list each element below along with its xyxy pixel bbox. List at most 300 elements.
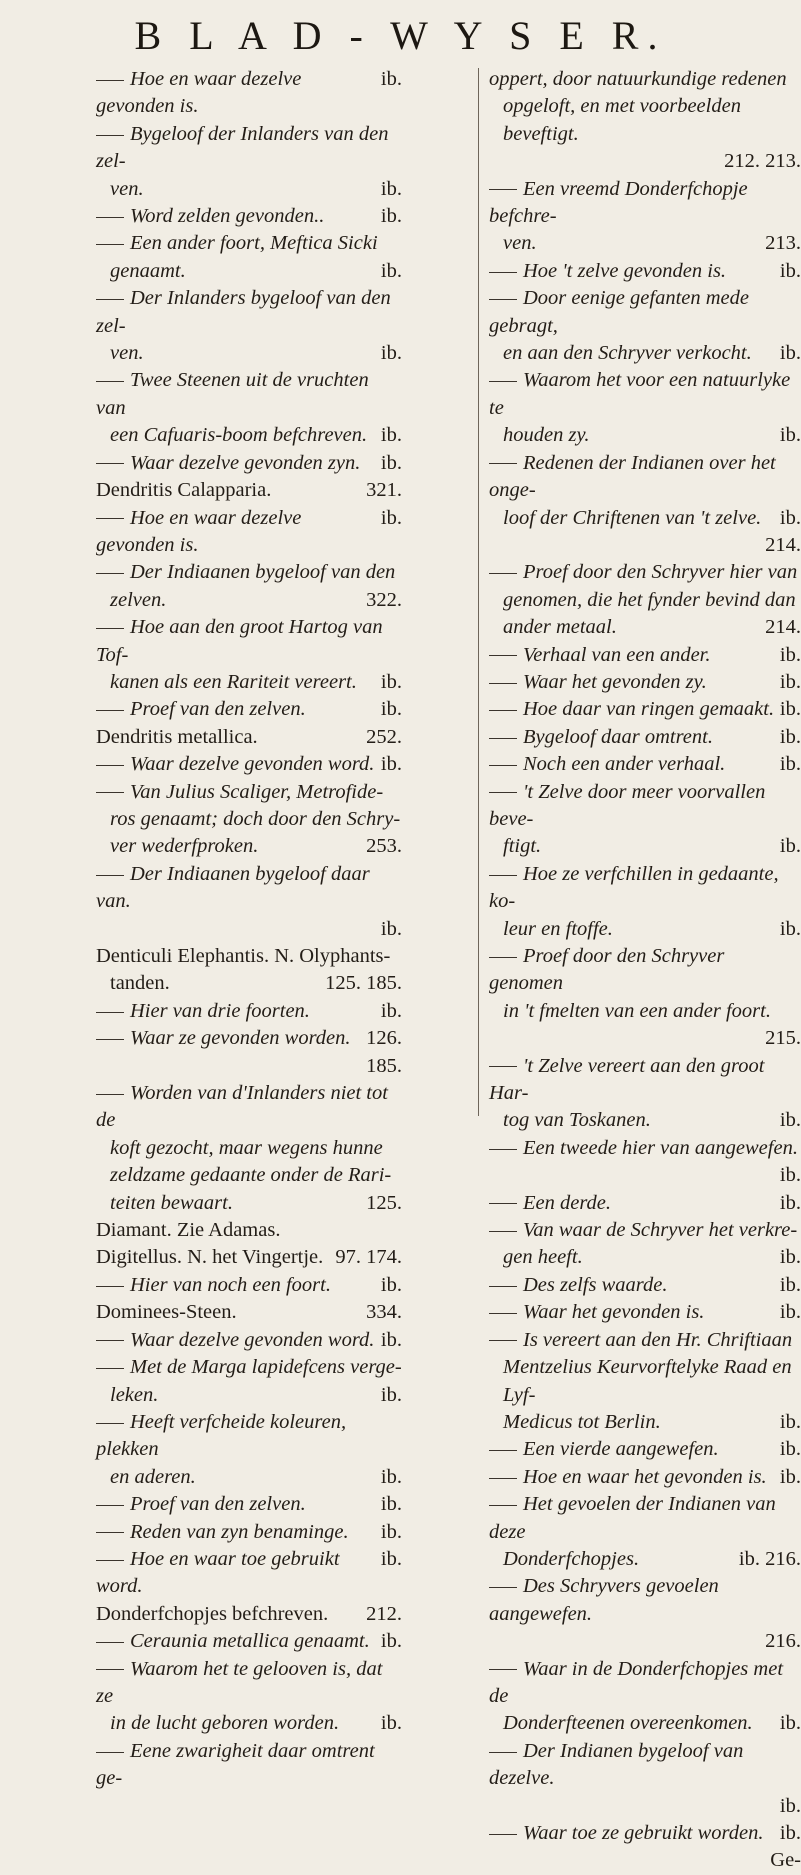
- entry-line: [96, 1519, 402, 1546]
- left-index-entry: [96, 1025, 402, 1080]
- entry-text: Waar het gevonden zy.: [523, 670, 707, 693]
- entry-text: leken.: [110, 1383, 159, 1406]
- left-index-entry: [96, 450, 402, 477]
- entry-text: een Cafuaris-boom befchreven.: [110, 424, 368, 447]
- page-reference: ib. 216.: [738, 1547, 801, 1570]
- entry-line: [489, 1299, 801, 1326]
- entry-line: [96, 587, 402, 614]
- right-index-entry: [489, 1135, 801, 1190]
- page-reference: ib.: [779, 424, 801, 447]
- page-reference: ib.: [779, 1109, 801, 1132]
- page-reference: ib.: [380, 753, 402, 776]
- entry-line: [489, 230, 801, 257]
- right-index-entry: [489, 1491, 801, 1573]
- right-index-entry: [489, 258, 801, 285]
- entry-line: [489, 1244, 801, 1271]
- dash-mark: [96, 1423, 124, 1424]
- entry-line: [489, 1135, 801, 1162]
- right-index-entry: [489, 285, 801, 367]
- page-reference: ib.: [380, 1493, 402, 1516]
- entry-text: Noch een ander verhaal.: [523, 753, 726, 776]
- dash-mark: [96, 1012, 124, 1013]
- dash-mark: [96, 1286, 124, 1287]
- page-reference: 321.: [366, 479, 402, 502]
- entry-text: gen heeft.: [503, 1246, 583, 1269]
- entry-line: [96, 121, 402, 176]
- entry-line: [489, 943, 801, 998]
- page-reference: ib.: [779, 1822, 801, 1844]
- right-index-entry: [489, 1053, 801, 1135]
- entry-line: [96, 559, 402, 586]
- dash-mark: [96, 628, 124, 629]
- right-index-entry: [489, 696, 801, 723]
- dash-mark: [489, 1203, 517, 1204]
- entry-line: [489, 450, 801, 505]
- entry-line: [489, 258, 801, 285]
- entry-line: [96, 998, 402, 1025]
- left-index-entry: [96, 1491, 402, 1518]
- entry-line: [489, 998, 801, 1025]
- entry-line: [489, 1573, 801, 1628]
- dash-mark: [489, 957, 517, 958]
- entry-line: [96, 1738, 402, 1793]
- entry-line: [96, 669, 402, 696]
- entry-line: [489, 1820, 801, 1847]
- page-reference: ib.: [779, 643, 801, 666]
- entry-line: [96, 861, 402, 916]
- entry-line: [96, 1491, 402, 1518]
- dash-mark: [96, 135, 124, 136]
- entry-line: [489, 642, 801, 669]
- entry-line: [489, 696, 801, 723]
- page-reference: 212.: [366, 1602, 402, 1625]
- entry-line: [96, 1025, 402, 1052]
- left-index-entry: [96, 1327, 402, 1354]
- dash-mark: [96, 1094, 124, 1095]
- entry-line: [96, 779, 402, 806]
- entry-text: ros genaamt; doch door den Schry-: [110, 807, 401, 830]
- entry-text: Een vreemd Donderfchopje befchre-: [489, 177, 748, 228]
- right-index-entry: [489, 367, 801, 449]
- page-reference: ib.: [779, 1465, 801, 1488]
- page-reference: 252.: [366, 725, 402, 748]
- entry-line: [489, 505, 801, 532]
- entry-line: [489, 669, 801, 696]
- dash-mark: [489, 738, 517, 739]
- page-reference: ib.: [380, 1712, 402, 1735]
- dash-mark: [489, 1505, 517, 1506]
- entry-line: [489, 916, 801, 943]
- running-header: B L A D - W Y S E R.: [134, 13, 667, 58]
- entry-line: [96, 1601, 402, 1628]
- dash-mark: [96, 1669, 124, 1670]
- entry-text: Twee Steenen uit de vruchten van: [96, 369, 369, 419]
- dash-mark: [489, 381, 517, 382]
- entry-text: teiten bewaart.: [110, 1191, 233, 1214]
- dash-mark: [489, 1340, 517, 1341]
- dash-mark: [489, 189, 517, 190]
- dash-mark: [96, 1560, 124, 1561]
- entry-text: Bygeloof der Inlanders van den zel-: [96, 122, 389, 173]
- entry-text: Van waar de Schryver het verkre-: [523, 1219, 798, 1242]
- entry-line: [96, 1217, 402, 1244]
- dash-mark: [96, 1039, 124, 1040]
- entry-line: [489, 66, 801, 93]
- entry-text: Donderfchopjes befchreven.: [96, 1602, 329, 1625]
- entry-text: Met de Marga lapidefcens verge-: [130, 1356, 402, 1379]
- page-reference: ib.: [380, 68, 402, 90]
- left-index-entry: [96, 998, 402, 1025]
- dash-mark: [489, 655, 517, 656]
- left-index-entry: [96, 1272, 402, 1299]
- entry-line: [96, 450, 402, 477]
- right-index-entry: [489, 1573, 801, 1655]
- left-index-entry: [96, 477, 402, 504]
- entry-text: ven.: [110, 177, 144, 200]
- page-reference: 322.: [366, 588, 402, 611]
- entry-text: Donderfchopjes.: [503, 1547, 640, 1570]
- entry-line: [96, 1162, 402, 1189]
- entry-text: ver wederfproken.: [110, 835, 259, 858]
- entry-line: [96, 833, 402, 860]
- dash-mark: [96, 1642, 124, 1643]
- page-reference: 216.: [765, 1630, 801, 1653]
- left-index-entry: [96, 1354, 402, 1409]
- entry-line: [96, 724, 402, 751]
- left-index-entry: [96, 614, 402, 696]
- entry-line: [96, 1382, 402, 1409]
- entry-text: Waarom het te gelooven is, dat ze: [96, 1657, 383, 1707]
- dash-mark: [96, 765, 124, 766]
- entry-line: [489, 176, 801, 231]
- page-reference: ib.: [380, 451, 402, 474]
- dash-mark: [489, 1286, 517, 1287]
- page-reference: 126.: [366, 1027, 402, 1050]
- entry-text: Word zelden gevonden..: [130, 205, 325, 228]
- entry-line: [489, 93, 801, 148]
- page-reference: ib.: [380, 1465, 402, 1488]
- entry-text: Proef door den Schryver genomen: [489, 945, 725, 995]
- dash-mark: [489, 1149, 517, 1150]
- dash-mark: [489, 1313, 517, 1314]
- entry-text: Het gevoelen der Indianen van deze: [489, 1493, 776, 1543]
- left-column: [96, 66, 402, 1793]
- page-reference: ib.: [380, 1547, 402, 1570]
- entry-text: Waar toe ze gebruikt worden.: [523, 1822, 764, 1844]
- page-reference: ib.: [380, 670, 402, 693]
- entry-text: Is vereert aan den Hr. Chriftiaan: [523, 1328, 793, 1351]
- page-reference: 213.: [765, 232, 801, 255]
- right-index-entry: [489, 176, 801, 258]
- entry-text: Hoe daar van ringen gemaakt.: [523, 698, 775, 721]
- left-index-entry: [96, 943, 402, 998]
- page-reference: ib.: [380, 698, 402, 721]
- entry-line: [96, 1190, 402, 1217]
- entry-line: [96, 340, 402, 367]
- entry-text: Donderfteenen overeenkomen.: [503, 1712, 753, 1735]
- entry-line: [96, 203, 402, 230]
- entry-line: [489, 559, 801, 586]
- page-reference: ib.: [380, 999, 402, 1022]
- left-index-entry: [96, 1299, 402, 1326]
- entry-text: Proef van den zelven.: [130, 698, 306, 721]
- entry-text: Des Schryvers gevoelen aangewefen.: [489, 1575, 719, 1625]
- entry-line: [96, 176, 402, 203]
- entry-text: houden zy.: [503, 424, 590, 447]
- entry-line: [489, 833, 801, 860]
- entry-line: [96, 1244, 402, 1271]
- right-index-entry: [489, 779, 801, 861]
- entry-line: [96, 367, 402, 422]
- right-index-entry: [489, 450, 801, 560]
- page-reference: ib.: [779, 1794, 801, 1817]
- entry-line: [96, 1272, 402, 1299]
- entry-text: ven.: [503, 232, 537, 255]
- left-index-entry: [96, 230, 402, 285]
- right-index-entry: [489, 861, 801, 943]
- entry-text: Waar dezelve gevonden word.: [130, 1328, 375, 1351]
- dash-mark: [489, 1066, 517, 1067]
- entry-text: Door eenige gefanten mede gebragt,: [489, 287, 749, 337]
- entry-text: genaamt.: [110, 259, 186, 282]
- entry-text: Worden van d'Inlanders niet tot de: [96, 1082, 388, 1132]
- page-reference: ib.: [380, 424, 402, 447]
- entry-text: Een ander foort, Meftica Sicki: [130, 232, 378, 255]
- entry-text: Hoe en waar dezelve gevonden is.: [96, 68, 302, 118]
- entry-line: [489, 1738, 801, 1793]
- right-index-entry: [489, 1738, 801, 1820]
- entry-text: Hoe 't zelve gevonden is.: [523, 259, 727, 282]
- entry-text: genomen, die het fynder bevind dan: [503, 588, 796, 611]
- entry-line: [489, 422, 801, 449]
- dash-mark: [489, 765, 517, 766]
- right-index-entry: [489, 1656, 801, 1738]
- entry-text: Dominees-Steen.: [96, 1301, 237, 1324]
- left-index-entry: [96, 1628, 402, 1655]
- page-reference: ib.: [779, 1273, 801, 1296]
- page-reference: ib.: [380, 1630, 402, 1653]
- page-reference: ib.: [779, 753, 801, 776]
- column-divider: [478, 68, 479, 1116]
- dash-mark: [489, 463, 517, 464]
- dash-mark: [96, 875, 124, 876]
- entry-text: Waar in de Donderfchopjes met de: [489, 1657, 784, 1707]
- dash-mark: [96, 792, 124, 793]
- entry-text: Heeft verfcheide koleuren, plekken: [96, 1410, 347, 1461]
- left-index-entry: [96, 696, 402, 723]
- entry-text: Een derde.: [523, 1191, 612, 1214]
- entry-text: Der Indiaanen bygeloof van den: [130, 561, 396, 584]
- entry-line: [489, 1656, 801, 1711]
- entry-line: [489, 1710, 801, 1737]
- entry-line: [96, 1080, 402, 1135]
- left-index-entry: [96, 724, 402, 751]
- entry-line: [96, 1299, 402, 1326]
- entry-text: koft gezocht, maar wegens hunne: [110, 1136, 383, 1159]
- left-index-entry: [96, 1244, 402, 1271]
- dash-mark: [489, 1834, 517, 1835]
- page-reference: ib.: [779, 698, 801, 721]
- entry-text: ander metaal.: [503, 616, 617, 639]
- entry-line: [489, 1190, 801, 1217]
- page-reference: ib.: [779, 342, 801, 365]
- dash-mark: [489, 1587, 517, 1588]
- dash-mark: [96, 1505, 124, 1506]
- dash-mark: [489, 792, 517, 793]
- right-index-entry: [489, 1464, 801, 1491]
- page-reference: 212. 213.: [724, 150, 801, 173]
- dash-mark: [489, 573, 517, 574]
- left-index-entry: [96, 1080, 402, 1217]
- entry-line: [96, 806, 402, 833]
- entry-line: [489, 1053, 801, 1108]
- entry-text: Reden van zyn benaminge.: [130, 1520, 349, 1543]
- entry-line: [96, 422, 402, 449]
- entry-text: 't Zelve vereert aan den groot Har-: [489, 1054, 765, 1105]
- entry-line: [489, 1464, 801, 1491]
- page-reference: ib.: [380, 205, 402, 228]
- page-reference: ib.: [380, 917, 402, 940]
- entry-line: [489, 587, 801, 614]
- page-reference: ib.: [779, 1301, 801, 1324]
- entry-text: Medicus tot Berlin.: [503, 1410, 661, 1433]
- page-reference: ib.: [380, 177, 402, 200]
- left-index-entry: [96, 203, 402, 230]
- left-index-entry: [96, 559, 402, 614]
- entry-line: [489, 285, 801, 340]
- entry-text: Dendritis Calapparia.: [96, 479, 272, 502]
- left-index-entry: [96, 1601, 402, 1628]
- dash-mark: [489, 299, 517, 300]
- right-index-entry: [489, 1436, 801, 1463]
- entry-line: [96, 943, 402, 970]
- page-reference: 125. 185.: [325, 972, 402, 995]
- page-reference: ib.: [779, 1164, 801, 1187]
- left-index-entry: [96, 779, 402, 861]
- page-reference: ib.: [779, 1191, 801, 1214]
- left-index-entry: [96, 1546, 402, 1601]
- right-index-entry: [489, 559, 801, 641]
- page-reference: ib.: [380, 259, 402, 282]
- dash-mark: [489, 1231, 517, 1232]
- right-index-entry: [489, 1299, 801, 1326]
- page-reference: 97. 174.: [335, 1246, 402, 1269]
- entry-text: leur en ftoffe.: [503, 917, 613, 940]
- entry-text: Hoe en waar dezelve gevonden is.: [96, 506, 302, 556]
- dash-mark: [489, 710, 517, 711]
- entry-text: Een tweede hier van aangewefen.: [523, 1136, 798, 1159]
- entry-text: opgeloft, en met voorbeelden beveftigt.: [503, 95, 741, 145]
- entry-text: Mentzelius Keurvorftelyke Raad en Lyf-: [503, 1356, 792, 1406]
- page-reference: ib.: [779, 725, 801, 748]
- entry-line: [96, 1327, 402, 1354]
- left-index-entry: [96, 66, 402, 121]
- dash-mark: [489, 683, 517, 684]
- dash-mark: [96, 299, 124, 300]
- dash-mark: [96, 573, 124, 574]
- entry-line: [96, 258, 402, 285]
- entry-text: Hier van noch een foort.: [130, 1273, 331, 1296]
- entry-line: [96, 1464, 402, 1491]
- page-reference: 125.: [366, 1191, 402, 1214]
- entry-line: [489, 1491, 801, 1546]
- page-reference: ib.: [779, 1438, 801, 1461]
- entry-text: Waar het gevonden is.: [523, 1301, 705, 1324]
- entry-line: [489, 1327, 801, 1354]
- page-reference: ib.: [779, 506, 801, 529]
- page-reference: ib.: [779, 917, 801, 940]
- entry-text: loof der Chriftenen van 't zelve.: [503, 506, 762, 529]
- entry-line: [96, 1546, 402, 1601]
- entry-line: [489, 1409, 801, 1436]
- right-index-entry: [489, 669, 801, 696]
- left-index-entry: [96, 861, 402, 943]
- right-column: [489, 66, 801, 1875]
- entry-line: [96, 751, 402, 778]
- entry-text: in de lucht geboren worden.: [110, 1712, 340, 1735]
- right-index-entry: [489, 642, 801, 669]
- right-index-entry: [489, 1820, 801, 1847]
- dash-mark: [489, 875, 517, 876]
- entry-text: Digitellus. N. het Vingertje.: [96, 1246, 324, 1269]
- page-reference: ib.: [779, 1712, 801, 1735]
- dash-mark: [489, 272, 517, 273]
- entry-text: zeldzame gedaante onder de Rari-: [110, 1164, 392, 1187]
- entry-text: Waarom het voor een natuurlyke te: [489, 369, 791, 419]
- dash-mark: [96, 80, 124, 81]
- dash-mark: [489, 1450, 517, 1451]
- entry-text: Bygeloof daar omtrent.: [523, 725, 713, 748]
- dash-mark: [96, 710, 124, 711]
- entry-text: in 't fmelten van een ander foort.: [503, 999, 771, 1022]
- right-index-entry: [489, 724, 801, 751]
- left-index-entry: [96, 367, 402, 449]
- entry-text: Diamant. Zie Adamas.: [96, 1219, 281, 1242]
- page-reference: 185.: [366, 1054, 402, 1077]
- entry-line: [96, 696, 402, 723]
- dash-mark: [489, 1478, 517, 1479]
- entry-line: [489, 724, 801, 751]
- left-index-entry: [96, 1409, 402, 1491]
- entry-text: zelven.: [110, 588, 167, 611]
- entry-text: oppert, door natuurkundige redenen: [489, 68, 787, 90]
- dash-mark: [96, 1752, 124, 1753]
- dash-mark: [489, 1752, 517, 1753]
- page-reference: ib.: [779, 1246, 801, 1269]
- page-reference: ib.: [779, 835, 801, 858]
- entry-text: Der Indianen bygeloof van dezelve.: [489, 1739, 744, 1790]
- catchword: Ge-: [770, 1849, 801, 1872]
- left-index-entry: [96, 285, 402, 367]
- dash-mark: [96, 1532, 124, 1533]
- entry-line: [489, 1546, 801, 1573]
- page-reference: ib.: [779, 670, 801, 693]
- page-reference: ib.: [380, 1328, 402, 1351]
- entry-text: Verhaal van een ander.: [523, 643, 711, 666]
- entry-line: [489, 1436, 801, 1463]
- entry-line: [489, 367, 801, 422]
- entry-line: [489, 861, 801, 916]
- page-reference: 334.: [366, 1301, 402, 1324]
- entry-line: [96, 477, 402, 504]
- page-reference: 214.: [765, 533, 801, 556]
- right-index-entry: [489, 66, 801, 176]
- entry-line: [96, 1354, 402, 1381]
- page-reference: 214.: [765, 616, 801, 639]
- dash-mark: [96, 381, 124, 382]
- entry-text: Eene zwarigheit daar omtrent ge-: [96, 1739, 375, 1790]
- entry-text: Waar ze gevonden worden.: [130, 1027, 351, 1050]
